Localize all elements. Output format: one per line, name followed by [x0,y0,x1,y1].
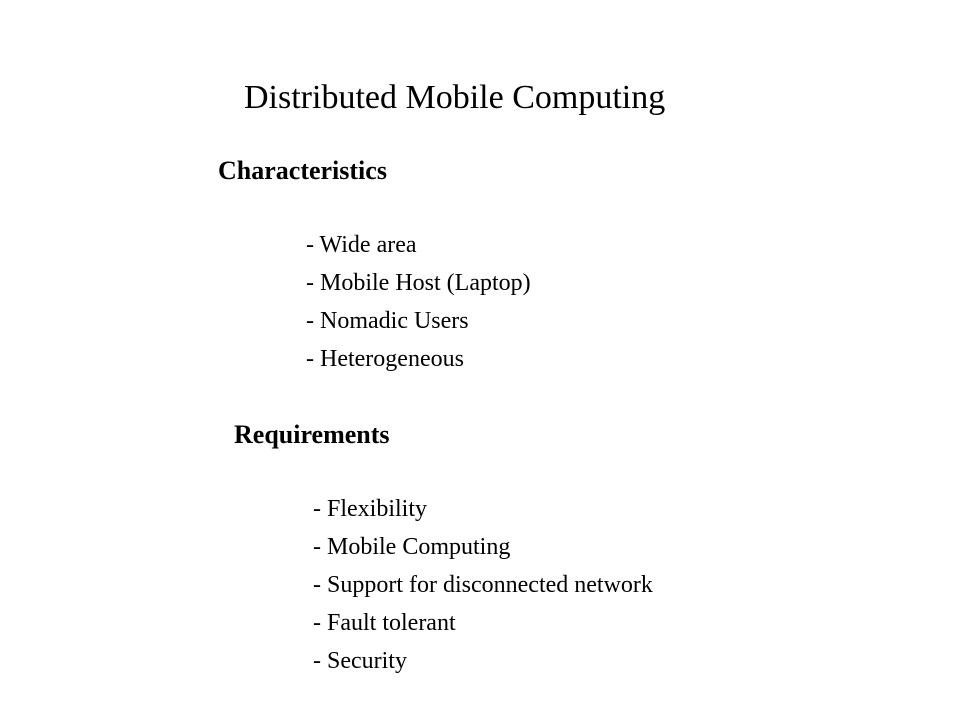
requirements-heading: Requirements [234,420,390,449]
list-item: - Mobile Computing [313,534,511,560]
list-item: - Wide area [306,232,417,258]
list-item: - Heterogeneous [306,346,464,372]
characteristics-heading: Characteristics [218,156,387,185]
list-item: - Fault tolerant [313,610,456,636]
list-item: - Flexibility [313,496,427,522]
list-item: - Support for disconnected network [313,572,653,598]
slide-title: Distributed Mobile Computing [244,79,666,116]
characteristics-list [306,226,531,378]
list-item: - Nomadic Users [306,308,469,334]
list-item: - Security [313,648,407,674]
requirements-list [313,490,653,680]
list-item: - Mobile Host (Laptop) [306,270,531,296]
